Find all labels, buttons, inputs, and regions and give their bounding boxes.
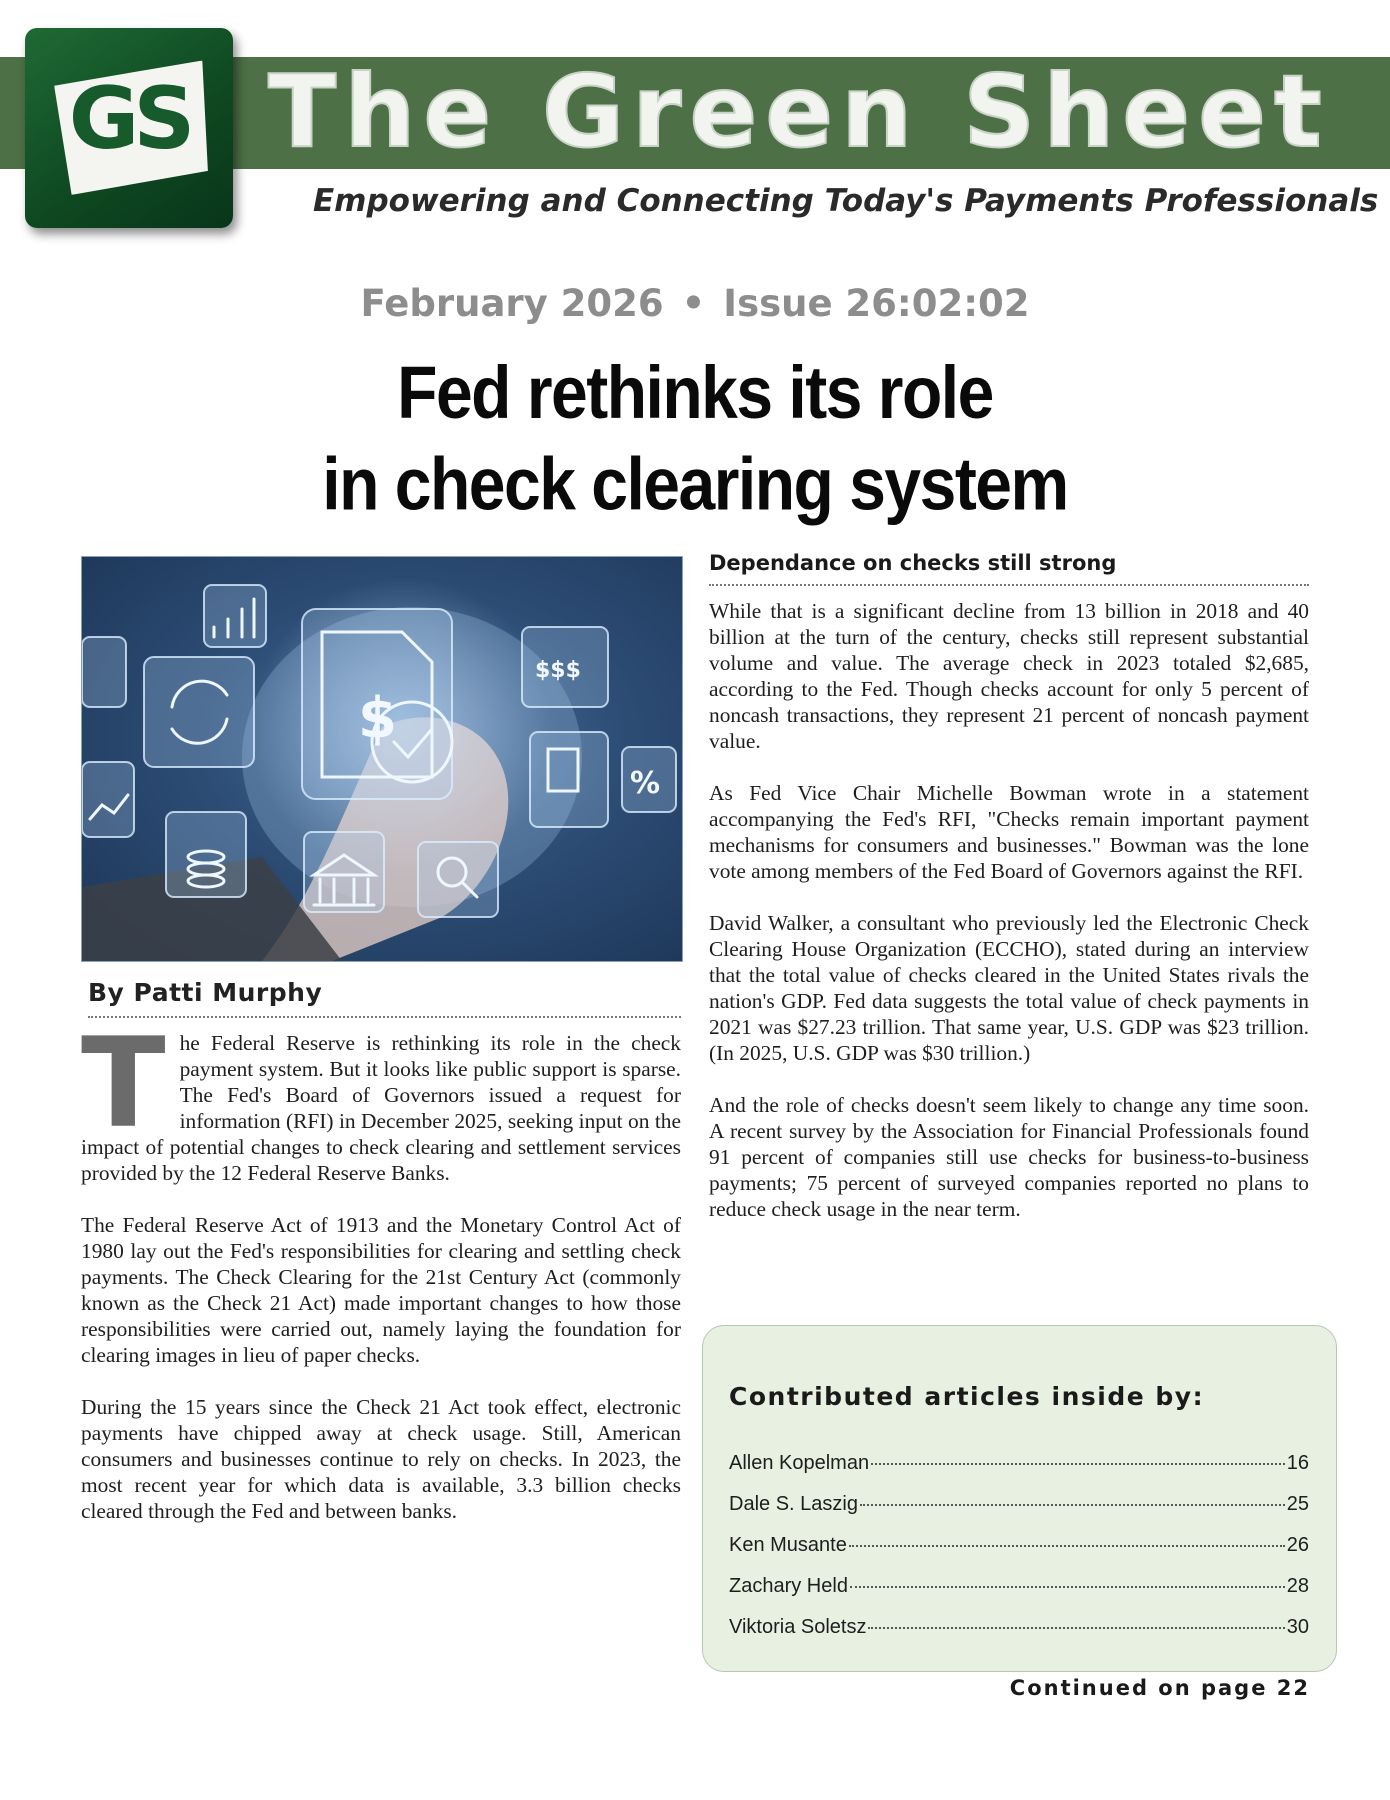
toc-author: Viktoria Soletsz	[729, 1616, 867, 1638]
logo-letters: GS	[68, 69, 190, 169]
left-paragraph-1	[81, 1012, 681, 1186]
toc-entry[interactable]	[729, 1534, 1309, 1575]
right-paragraph-4: And the role of checks doesn't seem likely to change any time soon. A recent survey by the Association for Financial Professionals found 91 percent of companies still use checks for business-to-business payments; 75 percent of surveyed companies reported no plans to reduce check usage in the near term.	[709, 1093, 1309, 1221]
right-paragraph-3: David Walker, a consultant who previously led the Electronic Check Clearing House Organization (ECCHO), stated during an interview that the total value of checks cleared in the United States rivals the nation's GDP. Fed data suggests the total value of check payments in 2021 was $27.23 trillion. That same year, U.S. GDP was $23 trillion. (In 2025, U.S. GDP was $30 trillion.)	[709, 911, 1309, 1065]
gs-logo	[25, 28, 233, 228]
toc-leader	[850, 1586, 1285, 1588]
left-column	[81, 1012, 681, 1550]
toc-author: Dale S. Laszig	[729, 1493, 858, 1515]
toc-leader	[860, 1504, 1285, 1506]
toc-leader	[871, 1463, 1285, 1465]
toc-entry[interactable]	[729, 1575, 1309, 1616]
toc-author: Zachary Held	[729, 1575, 848, 1597]
contributed-articles-box	[702, 1325, 1337, 1672]
continued-on-page-link[interactable]: Continued on page 22	[1009, 1676, 1310, 1700]
toc-page: 26	[1286, 1534, 1309, 1556]
toc-author: Allen Kopelman	[729, 1452, 870, 1474]
right-paragraph-1: While that is a significant decline from 13 billion in 2018 and 40 billion at the turn of the century, checks still represent substantial volume and value. The average check in 2023 totaled $2,685, according to the Fed. Though checks account for only 5 percent of noncash transactions, they represent 21 percent of noncash payment value.	[709, 599, 1309, 753]
left-paragraph-3: During the 15 years since the Check 21 Act took effect, electronic payments have chipped away at check usage. Still, American consumers and businesses continue to rely on checks. In 2023, the most recent year for which data is available, 3.3 billion checks cleared through the Fed and between banks.	[81, 1395, 681, 1523]
lightbulb-icon	[82, 637, 126, 707]
headline-line-1: Fed rethinks its role	[397, 350, 993, 434]
issue-line	[0, 282, 1390, 325]
publication-tagline: Empowering and Connecting Today's Payments Professionals	[313, 183, 1379, 219]
issue-date: February 2026	[360, 282, 664, 325]
coin-stack-icon	[166, 812, 246, 897]
toc-page: 30	[1286, 1616, 1309, 1638]
issue-separator: •	[681, 282, 706, 325]
contributed-title: Contributed articles inside by:	[729, 1382, 1205, 1411]
toc-page: 16	[1286, 1452, 1309, 1474]
left-paragraph-2: The Federal Reserve Act of 1913 and the Monetary Control Act of 1980 lay out the Fed's responsibilities for clearing and settling check payments. The Check Clearing for the 21st Century Act (commonly known as the Check 21 Act) made important changes to how those responsibilities were carried out, namely laying the foundation for clearing images in lieu of paper checks.	[81, 1213, 681, 1367]
subhead-rule	[709, 584, 1309, 586]
percent-label: %	[630, 766, 661, 801]
magnifier-chart-icon	[418, 842, 498, 917]
toc-entry[interactable]	[729, 1493, 1309, 1534]
contributed-list	[729, 1452, 1309, 1657]
toc-leader	[868, 1627, 1284, 1629]
toc-leader	[849, 1545, 1285, 1547]
document-dollar-label: $	[358, 686, 397, 751]
photo-illustration	[82, 557, 682, 961]
toc-page: 25	[1286, 1493, 1309, 1515]
toc-author: Ken Musante	[729, 1534, 847, 1556]
headline-line-2: in check clearing system	[322, 442, 1068, 526]
toc-page: 28	[1286, 1575, 1309, 1597]
left-paragraph-1-text: he Federal Reserve is rethinking its role in the check payment system. But it looks like public support is sparse. The Fed's Board of Governors issued a request for information (RFI) in December 2025, seeking input on the impact of potential changes to check clearing and settlement services provided by the 12 Federal Reserve Banks.	[81, 1031, 681, 1185]
drop-cap: T	[81, 1012, 166, 1156]
right-column	[709, 598, 1309, 1248]
article-photo	[81, 556, 683, 962]
article-headline	[0, 346, 1390, 530]
issue-number: Issue 26:02:02	[723, 282, 1030, 325]
publication-title: The Green Sheet	[268, 53, 1330, 170]
dollars-label: $$$	[535, 658, 581, 683]
toc-entry[interactable]	[729, 1452, 1309, 1493]
right-paragraph-2: As Fed Vice Chair Michelle Bowman wrote in a statement accompanying the Fed's RFI, "Checks remain important payment mechanisms for consumers and businesses." Bowman was the lone vote among members of the Fed Board of Governors against the RFI.	[709, 781, 1309, 883]
calculator-icon	[530, 732, 608, 827]
byline-rule	[88, 1016, 681, 1018]
toc-entry[interactable]	[729, 1616, 1309, 1657]
section-subhead: Dependance on checks still strong	[709, 551, 1117, 575]
currency-exchange-icon	[144, 657, 254, 767]
byline: By Patti Murphy	[88, 978, 323, 1007]
